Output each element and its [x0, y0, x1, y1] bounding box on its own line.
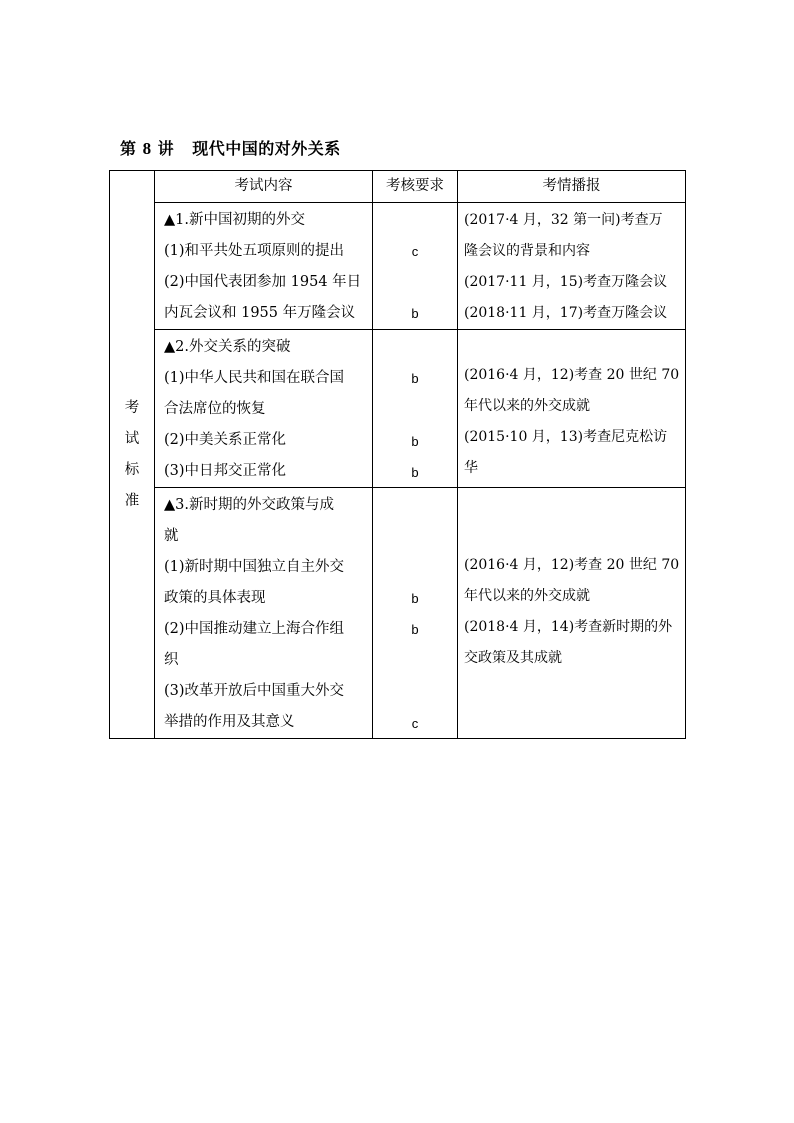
info-line: (2018·4 月，14)考查新时期的外	[464, 619, 673, 635]
requirement-level: c	[411, 716, 419, 731]
header-content: 考试内容	[155, 171, 373, 203]
table-row	[110, 488, 686, 739]
header-requirement: 考核要求	[373, 171, 458, 203]
content-line: ▲1.新中国初期的外交	[164, 212, 305, 228]
info-line: (2017·4 月，32 第一问)考查万	[464, 212, 663, 228]
content-line: 举措的作用及其意义	[164, 714, 295, 730]
info-line: (2018·11 月，17)考查万隆会议	[464, 305, 668, 321]
info-line: (2017·11 月，15)考查万隆会议	[464, 274, 668, 290]
content-line: ▲3.新时期的外交政策与成	[164, 497, 334, 513]
info-line: 华	[464, 460, 478, 476]
side-label-char: 试	[124, 430, 140, 447]
requirement-level: b	[411, 465, 419, 480]
info-line: 交政策及其成就	[464, 650, 562, 666]
exam-standard-table	[109, 170, 686, 739]
title-number: 8	[142, 139, 152, 158]
title-name: 现代中国的对外关系	[192, 139, 341, 158]
requirement-level: b	[411, 591, 419, 606]
requirement-cell	[373, 203, 458, 330]
content-line: (3)改革开放后中国重大外交	[164, 683, 345, 699]
requirement-level: c	[411, 244, 419, 259]
content-cell	[155, 203, 373, 330]
content-line: (1)中华人民共和国在联合国	[164, 370, 345, 386]
requirement-level: b	[411, 306, 419, 321]
side-label-char: 准	[124, 492, 140, 509]
side-label-char: 考	[124, 399, 140, 416]
info-line: 年代以来的外交成就	[464, 588, 590, 604]
header-info: 考情播报	[458, 171, 686, 203]
requirement-level: b	[411, 622, 419, 637]
table-row	[110, 203, 686, 330]
table-row	[110, 330, 686, 488]
requirement-level: b	[411, 434, 419, 449]
requirement-cell	[373, 488, 458, 739]
content-line: (2)中国推动建立上海合作组	[164, 621, 345, 637]
content-line: 织	[164, 652, 179, 668]
title-prefix: 第	[120, 139, 137, 158]
info-cell	[458, 203, 686, 330]
requirement-cell	[373, 330, 458, 488]
content-line: (3)中日邦交正常化	[164, 463, 287, 479]
info-line: (2016·4 月，12)考查 20 世纪 70	[464, 557, 680, 573]
content-line: 政策的具体表现	[164, 590, 266, 606]
info-line: (2015·10 月，13)考查尼克松访	[464, 429, 668, 445]
info-cell	[458, 488, 686, 739]
content-cell	[155, 330, 373, 488]
lecture-title	[120, 136, 341, 159]
content-line: (2)中国代表团参加 1954 年日	[164, 274, 362, 290]
content-line: 合法席位的恢复	[164, 401, 266, 417]
info-line: 隆会议的背景和内容	[464, 243, 590, 259]
info-line: 年代以来的外交成就	[464, 398, 590, 414]
requirement-level: b	[411, 371, 419, 386]
content-line: (1)和平共处五项原则的提出	[164, 243, 345, 259]
title-lecture: 讲	[157, 139, 175, 158]
side-label	[110, 171, 155, 739]
info-cell	[458, 330, 686, 488]
table-header-row	[110, 171, 686, 203]
content-line: 内瓦会议和 1955 年万隆会议	[164, 305, 356, 321]
side-label-char: 标	[124, 461, 140, 478]
content-line: ▲2.外交关系的突破	[164, 339, 291, 355]
info-line: (2016·4 月，12)考查 20 世纪 70	[464, 367, 680, 383]
content-cell	[155, 488, 373, 739]
content-line: 就	[164, 528, 179, 544]
content-line: (2)中美关系正常化	[164, 432, 287, 448]
content-line: (1)新时期中国独立自主外交	[164, 559, 345, 575]
